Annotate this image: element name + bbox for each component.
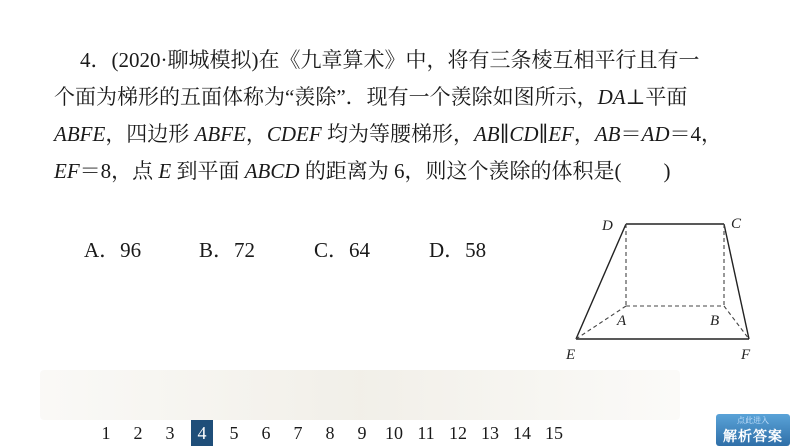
page-10[interactable]: 10 (385, 422, 403, 443)
problem-text (54, 42, 774, 190)
answer-button-label: 解析答案 (723, 429, 783, 445)
problem-line-3: ABFE，四边形 ABFE，CDEF 均为等腰梯形，AB∥CD∥EF，AB＝AD＝4， (54, 122, 723, 146)
choice-a: A．96 (84, 238, 142, 262)
page-1[interactable]: 1 (101, 422, 111, 443)
page-9[interactable]: 9 (357, 422, 367, 443)
page-6[interactable]: 6 (261, 422, 271, 443)
label-a: A (617, 313, 627, 329)
choice-b: B．72 (199, 238, 256, 262)
problem-line-2: 个面为梯形的五面体称为“羡除”．现有一个羡除如图所示，DA⊥平面 (54, 85, 688, 109)
choice-d: D．58 (429, 238, 487, 262)
page-15[interactable]: 15 (545, 422, 563, 443)
solid-figure (548, 210, 778, 370)
view-answer-button[interactable] (716, 414, 790, 446)
page-navigation (90, 420, 570, 446)
choice-c: C．64 (314, 238, 371, 262)
page-4-current[interactable]: 4 (191, 420, 213, 446)
edge-cf (724, 224, 749, 339)
label-b: B (710, 313, 720, 329)
page-12[interactable]: 12 (449, 422, 467, 443)
page-13[interactable]: 13 (481, 422, 499, 443)
page-2[interactable]: 2 (133, 422, 143, 443)
answer-button-hint: 点此进入 (737, 416, 769, 425)
page-8[interactable]: 8 (325, 422, 335, 443)
problem-line-4: EF＝8，点 E 到平面 ABCD 的距离为 6，则这个羡除的体积是( ) (54, 159, 671, 183)
page-7[interactable]: 7 (293, 422, 303, 443)
page-11[interactable]: 11 (417, 422, 435, 443)
label-d: D (602, 218, 613, 234)
page-3[interactable]: 3 (165, 422, 175, 443)
label-f: F (741, 347, 751, 363)
problem-line-1: 4．(2020·聊城模拟)在《九章算术》中，将有三条棱互相平行且有一 (80, 48, 700, 72)
label-c: C (731, 216, 742, 232)
page-5[interactable]: 5 (229, 422, 239, 443)
answer-choices (84, 234, 544, 264)
page-14[interactable]: 14 (513, 422, 531, 443)
faded-background-watermark (40, 370, 680, 420)
label-e: E (566, 347, 576, 363)
